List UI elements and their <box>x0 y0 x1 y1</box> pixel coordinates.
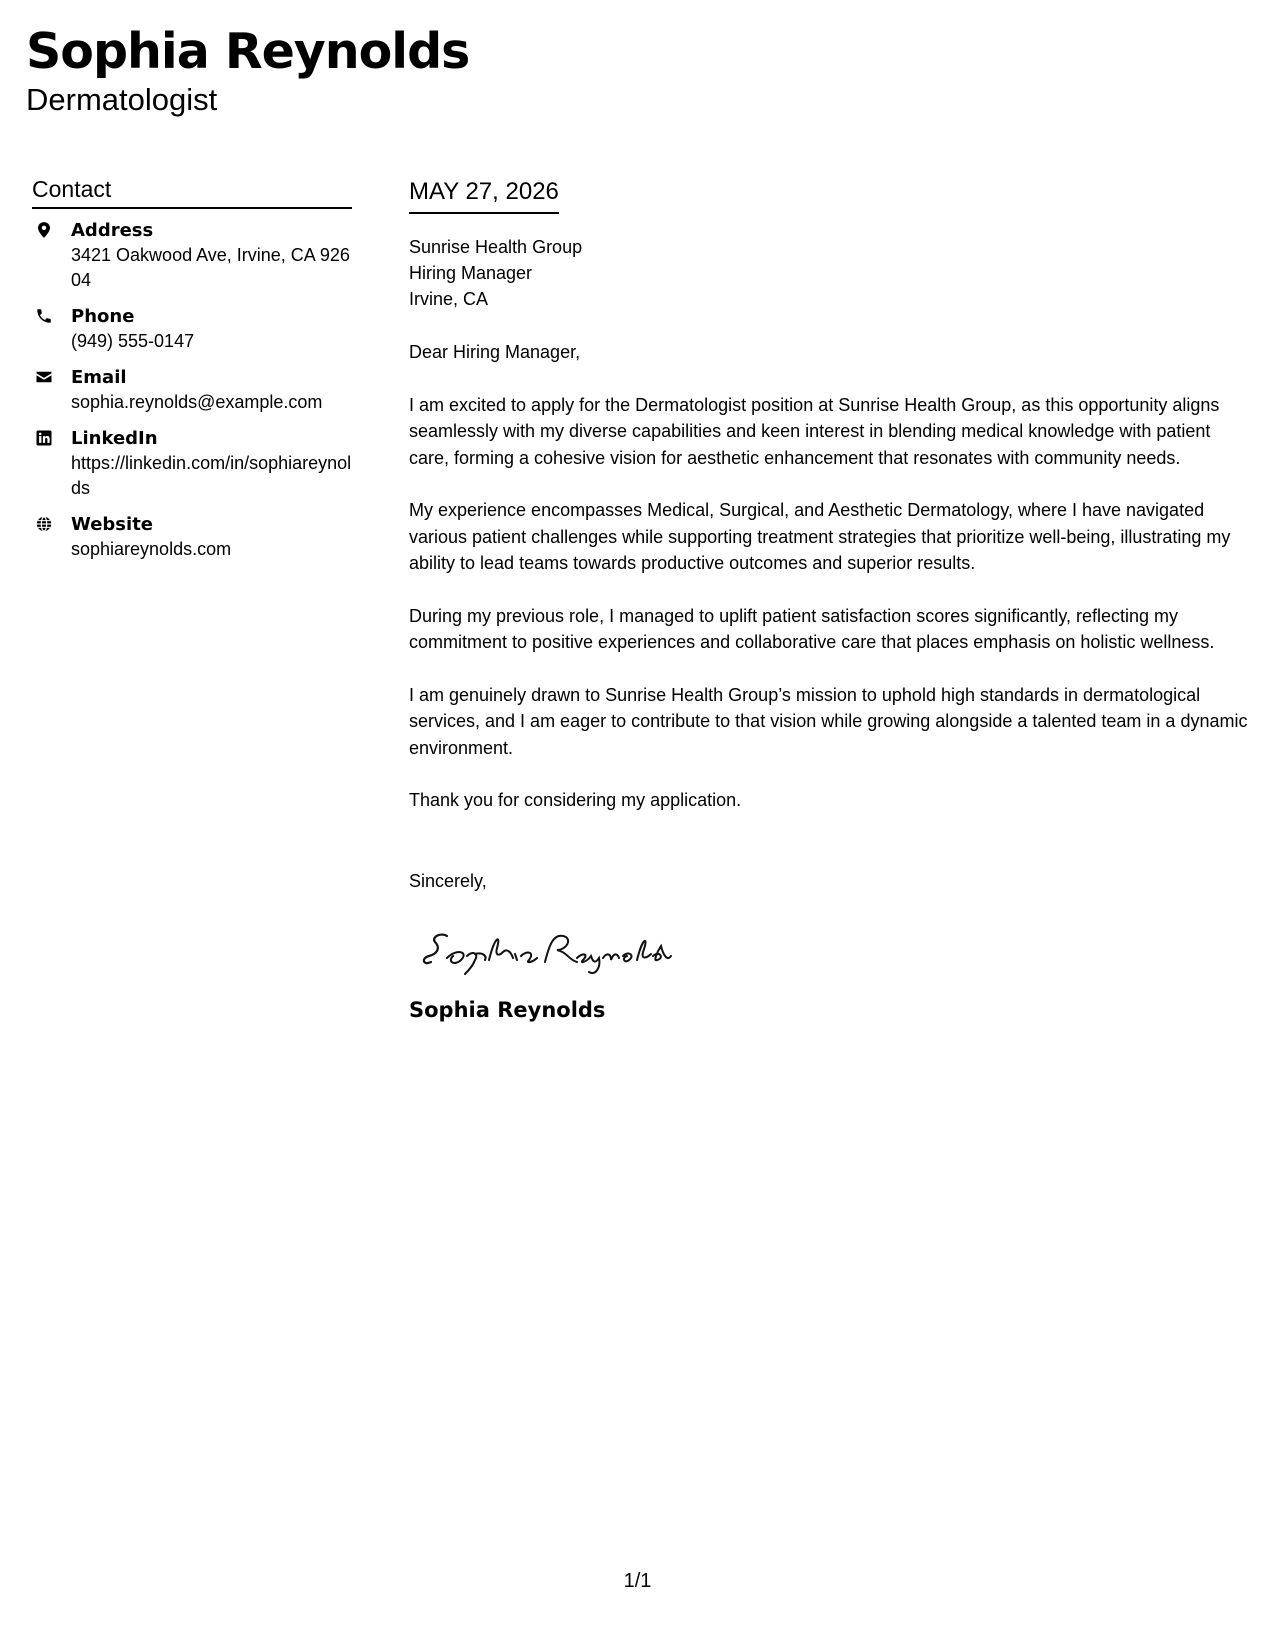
phone-icon <box>35 307 53 325</box>
contact-item-linkedin <box>32 427 352 501</box>
recipient-company: Sunrise Health Group <box>409 237 583 257</box>
letter-header <box>26 22 469 118</box>
signed-name: Sophia Reynolds <box>409 997 606 1022</box>
contact-sidebar <box>32 174 352 574</box>
phone-value: (949) 555-0147 <box>71 331 195 351</box>
salutation: Dear Hiring Manager, <box>409 342 581 362</box>
recipient-role: Hiring Manager <box>409 263 533 283</box>
address-value: 3421 Oakwood Ave, Irvine, CA 92604 <box>71 245 350 290</box>
contact-label: Phone <box>71 306 135 327</box>
applicant-name: Sophia Reynolds <box>26 23 470 80</box>
body-paragraph: I am genuinely drawn to Sunrise Health Group’s mission to uphold high standards in dermatological services, and I am eager to contribute to that vision while growing alongside a talented team in a dynamic environment. <box>409 684 1248 758</box>
closing: Sincerely, <box>409 870 487 891</box>
handwritten-signature <box>417 922 677 978</box>
linkedin-link[interactable]: https://linkedin.com/in/sophiareynolds <box>71 453 352 498</box>
recipient-location: Irvine, CA <box>409 289 489 309</box>
body-paragraph: During my previous role, I managed to uplift patient satisfaction scores significantly, reflecting my commitment to positive experiences and collaborative care that places emphasis on holistic wellness. <box>409 605 1215 652</box>
contact-label: Email <box>71 367 127 388</box>
body-paragraph: I am excited to apply for the Dermatologist position at Sunrise Health Group, as this opportunity aligns seamlessly with my diverse capabilities and keen interest in blending medical knowledge with patient care, forming a cohesive vision for aesthetic enhancement that resonates with community needs. <box>409 394 1220 468</box>
website-link[interactable]: sophiareynolds.com <box>71 539 232 559</box>
body-paragraph: My experience encompasses Medical, Surgical, and Aesthetic Dermatology, where I have navigated various patient challenges while supporting treatment strategies that prioritize well-being, illustrating my ability to lead teams towards productive outcomes and superior results. <box>409 500 1231 573</box>
globe-icon <box>35 515 53 533</box>
email-link[interactable]: sophia.reynolds@example.com <box>71 392 323 412</box>
contact-item-website <box>32 513 352 562</box>
contact-label: Address <box>71 220 154 241</box>
envelope-icon <box>35 368 53 386</box>
contact-item-phone <box>32 305 352 354</box>
recipient-block <box>409 234 1251 312</box>
contact-label: LinkedIn <box>71 428 158 449</box>
map-pin-icon <box>35 221 53 239</box>
body-paragraph: Thank you for considering my application. <box>409 790 742 810</box>
letter-body <box>409 176 1251 1024</box>
contact-heading: Contact <box>32 174 352 209</box>
contact-label: Website <box>71 514 154 535</box>
page-number: 1/1 <box>623 1570 652 1592</box>
contact-item-address <box>32 219 352 293</box>
applicant-title: Dermatologist <box>26 82 218 117</box>
contact-item-email <box>32 366 352 415</box>
letter-date: MAY 27, 2026 <box>409 176 559 214</box>
linkedin-icon <box>35 429 53 447</box>
